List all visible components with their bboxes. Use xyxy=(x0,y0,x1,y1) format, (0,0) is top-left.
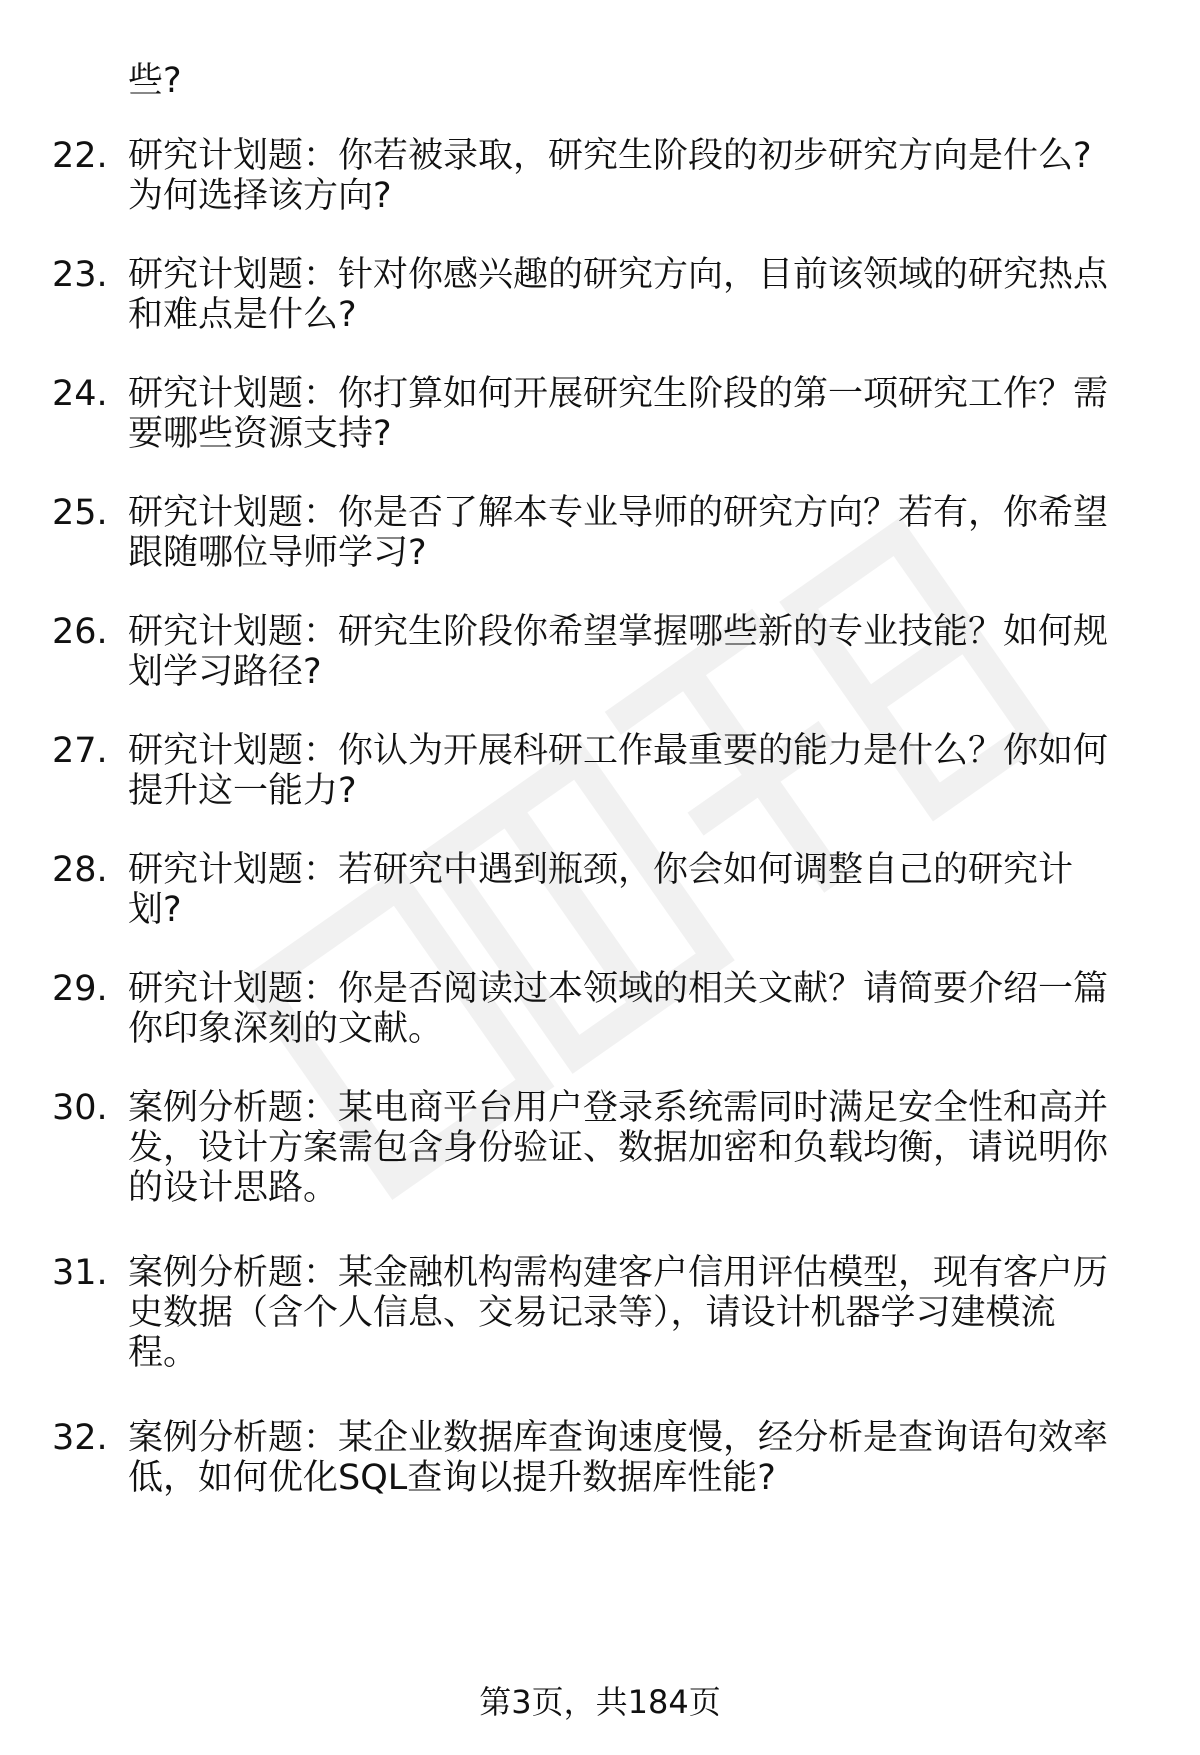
question-text-line: 的设计思路。 xyxy=(128,1168,339,1208)
question-number: 24. xyxy=(52,374,108,414)
question-number: 27. xyxy=(52,731,108,771)
continued-text: 些? xyxy=(128,61,182,101)
question-text-line: 案例分析题：某电商平台用户登录系统需同时满足安全性和高并 xyxy=(128,1088,1109,1128)
question-text-line: 研究计划题：你打算如何开展研究生阶段的第一项研究工作？需 xyxy=(128,374,1109,414)
question-text-line: 低，如何优化SQL查询以提升数据库性能? xyxy=(128,1458,776,1498)
question-text-line: 案例分析题：某企业数据库查询速度慢，经分析是查询语句效率 xyxy=(128,1418,1109,1458)
question-text-line: 史数据（含个人信息、交易记录等），请设计机器学习建模流 xyxy=(128,1293,1056,1333)
question-text-line: 研究计划题：你是否了解本专业导师的研究方向？若有，你希望 xyxy=(128,493,1109,533)
question-number: 22. xyxy=(52,136,108,176)
question-number: 32. xyxy=(52,1418,108,1458)
question-number: 23. xyxy=(52,255,108,295)
question-text-line: 发，设计方案需包含身份验证、数据加密和负载均衡，请说明你 xyxy=(128,1128,1109,1168)
question-number: 25. xyxy=(52,493,108,533)
question-text-line: 研究计划题：你认为开展科研工作最重要的能力是什么？你如何 xyxy=(128,731,1109,771)
page-footer: 第3页，共184页 xyxy=(479,1683,721,1721)
question-text-line: 研究计划题：你是否阅读过本领域的相关文献？请简要介绍一篇 xyxy=(128,969,1109,1009)
question-text-line: 划学习路径? xyxy=(128,652,322,692)
question-number: 30. xyxy=(52,1088,108,1128)
question-text-line: 研究计划题：你若被录取，研究生阶段的初步研究方向是什么? xyxy=(128,136,1092,176)
question-number: 28. xyxy=(52,850,108,890)
question-text-line: 研究计划题：研究生阶段你希望掌握哪些新的专业技能？如何规 xyxy=(128,612,1109,652)
question-text-line: 提升这一能力? xyxy=(128,771,357,811)
question-text-line: 划? xyxy=(128,890,182,930)
question-text-line: 跟随哪位导师学习? xyxy=(128,533,427,573)
question-text-line: 和难点是什么? xyxy=(128,295,357,335)
question-number: 29. xyxy=(52,969,108,1009)
question-text-line: 你印象深刻的文献。 xyxy=(128,1009,444,1049)
question-text-line: 案例分析题：某金融机构需构建客户信用评估模型，现有客户历 xyxy=(128,1253,1109,1293)
question-text-line: 为何选择该方向? xyxy=(128,176,392,216)
question-number: 31. xyxy=(52,1253,108,1293)
question-text-line: 要哪些资源支持? xyxy=(128,414,392,454)
question-text-line: 研究计划题：若研究中遇到瓶颈，你会如何调整自己的研究计 xyxy=(128,850,1074,890)
question-text-line: 程。 xyxy=(128,1333,199,1373)
question-text-line: 研究计划题：针对你感兴趣的研究方向，目前该领域的研究热点 xyxy=(128,255,1109,295)
question-number: 26. xyxy=(52,612,108,652)
